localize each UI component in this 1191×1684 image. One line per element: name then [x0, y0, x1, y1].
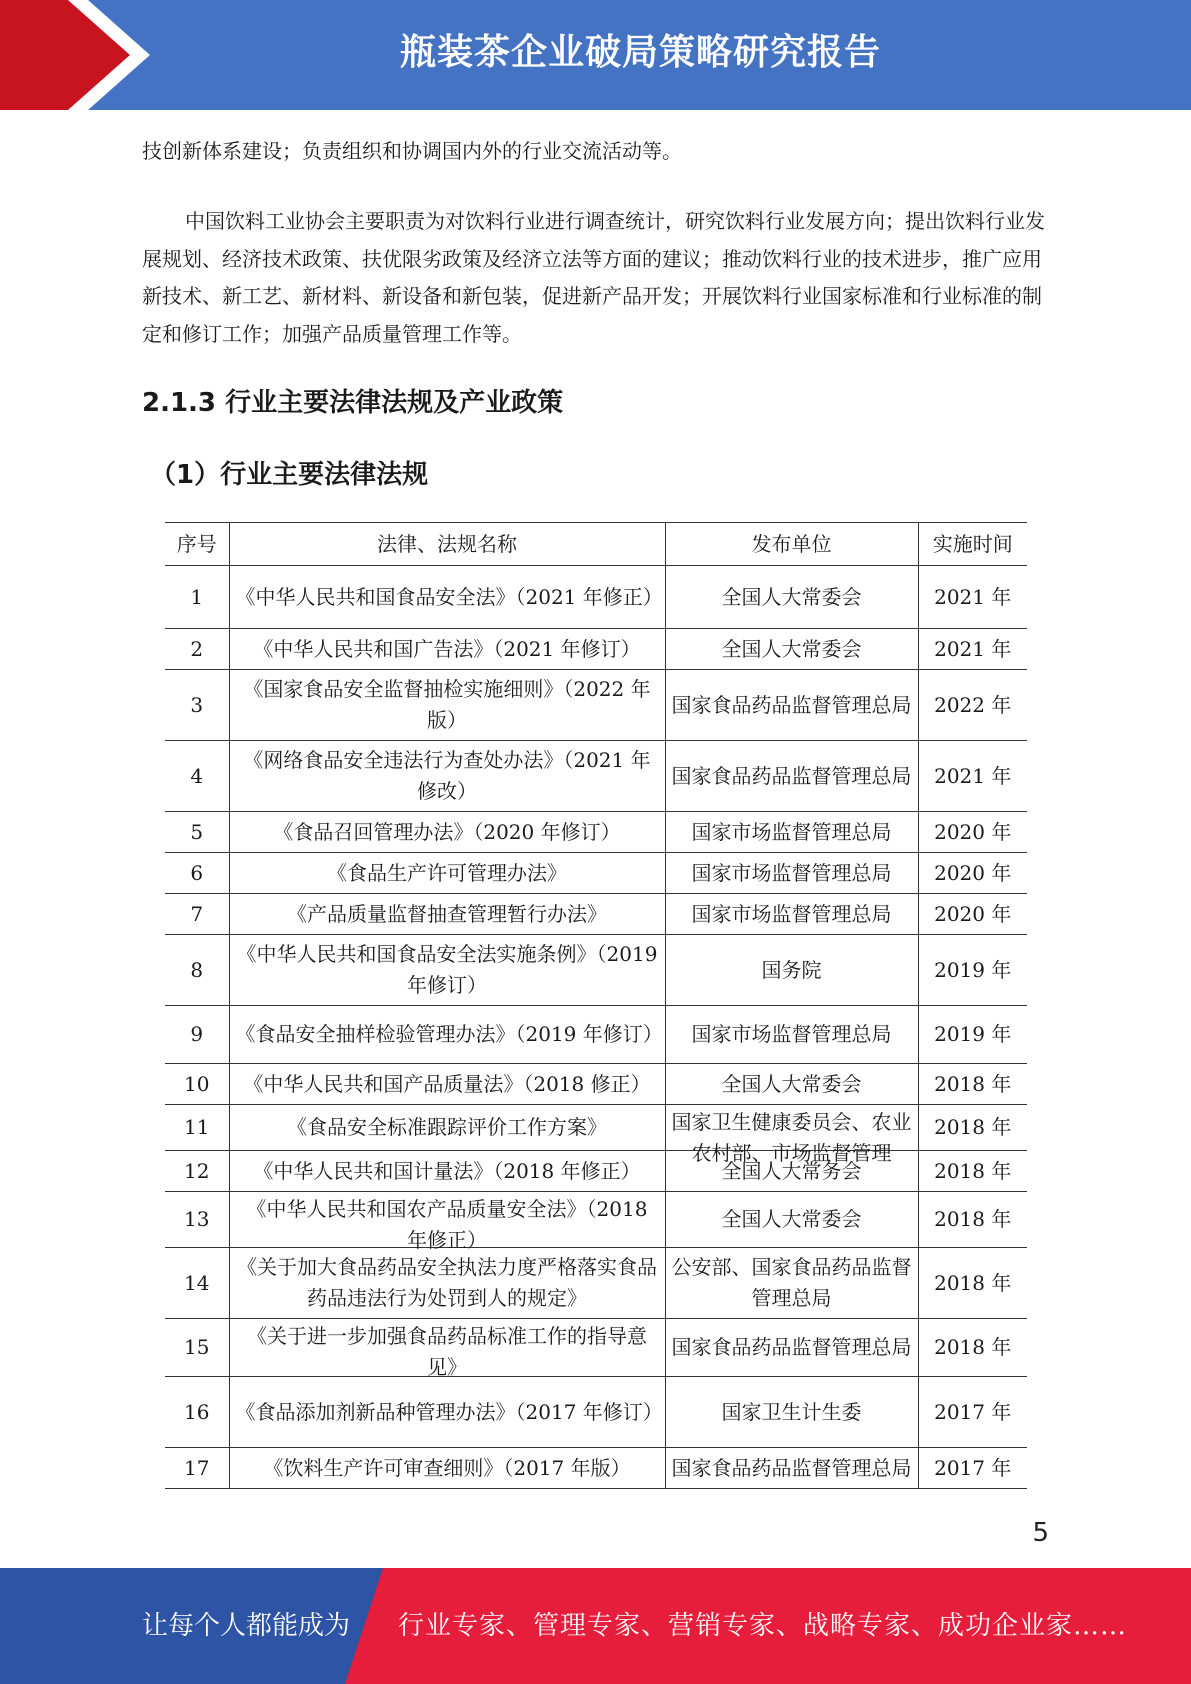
row-law-name-text: 《食品召回管理办法》（2020 年修订）	[273, 819, 621, 844]
row-effective-date-text: 2018 年	[934, 1335, 1012, 1359]
row-issuer	[665, 566, 918, 629]
row-law-name	[229, 629, 665, 670]
row-law-name	[229, 1151, 665, 1192]
row-effective-date	[918, 1192, 1027, 1248]
row-effective-date	[918, 1151, 1027, 1192]
row-index-text: 1	[190, 584, 204, 609]
column-header-index: 序号	[165, 523, 229, 566]
section-heading: 2.1.3 行业主要法律法规及产业政策	[142, 388, 564, 418]
row-index	[165, 1377, 229, 1448]
row-effective-date	[918, 1105, 1027, 1151]
row-law-name-text: 《食品安全抽样检验管理办法》（2019 年修订）	[235, 1022, 663, 1046]
row-issuer-text: 全国人大常务会	[721, 1158, 862, 1183]
row-index-text: 16	[184, 1399, 210, 1424]
row-law-name-text: 《中华人民共和国广告法》（2021 年修订）	[253, 636, 641, 661]
row-index	[165, 1319, 229, 1377]
subsection-heading: （1）行业主要法律法规	[150, 460, 429, 490]
report-title: 瓶装茶企业破局策略研究报告	[399, 32, 881, 73]
table-row	[165, 1448, 1027, 1489]
paragraph-association-duties: 中国饮料工业协会主要职责为对饮料行业进行调查统计，研究饮料行业发展方向；提出饮料行业发展规划、经济技术政策、扶优限劣政策及经济立法等方面的建议；推动饮料行业的技术进步，推广应用新技术、新工艺、新材料、新设备和新包装，促进新产品开发；开展饮料行业国家标准和行业标准的制定和修订工作；加强产品质量管理工作等。	[142, 209, 1045, 346]
row-law-name-text: 《中华人民共和国食品安全法》（2021 年修正）	[235, 584, 663, 609]
table-row	[165, 1006, 1027, 1064]
row-issuer	[665, 1248, 918, 1319]
row-law-name	[229, 670, 665, 741]
row-law-name-text: 《关于加大食品药品安全执法力度严格落实食品药品违法行为处罚到人的规定》	[237, 1255, 657, 1310]
footer-slogan-left: 让每个人都能成为	[142, 1611, 351, 1641]
row-issuer-text: 国家市场监督管理总局	[691, 860, 892, 885]
table-row	[165, 741, 1027, 812]
row-issuer	[665, 853, 918, 894]
table-row	[165, 1105, 1027, 1151]
row-law-name	[229, 741, 665, 812]
row-issuer-text: 国务院	[761, 957, 822, 982]
row-law-name	[229, 894, 665, 935]
footer-slogan-right: 行业专家、管理专家、营销专家、战略专家、成功企业家……	[398, 1611, 1128, 1641]
row-effective-date-text: 2018 年	[934, 1270, 1012, 1295]
row-effective-date	[918, 1248, 1027, 1319]
row-issuer-text: 国家食品药品监督管理总局	[671, 1455, 912, 1480]
row-effective-date-text: 2022 年	[934, 692, 1012, 717]
row-law-name-text: 《中华人民共和国农产品质量安全法》（2018 年修正）	[246, 1196, 648, 1252]
row-law-name	[229, 853, 665, 894]
row-index	[165, 1151, 229, 1192]
row-effective-date-text: 2018 年	[934, 1115, 1012, 1139]
row-issuer-text: 国家市场监督管理总局	[691, 819, 892, 844]
row-law-name	[229, 1192, 665, 1252]
row-index-text: 11	[184, 1115, 210, 1139]
row-law-name	[229, 1319, 665, 1377]
row-issuer-text: 国家食品药品监督管理总局	[671, 1335, 912, 1359]
row-effective-date	[918, 1064, 1027, 1105]
row-index	[165, 812, 229, 853]
row-index-text: 4	[190, 763, 204, 788]
row-index	[165, 894, 229, 935]
column-header-issuer: 发布单位	[665, 523, 918, 566]
row-law-name	[229, 1248, 665, 1319]
row-index-text: 12	[184, 1158, 210, 1183]
table-row	[165, 935, 1027, 1006]
table-header-row	[165, 523, 1027, 566]
row-effective-date	[918, 1448, 1027, 1489]
row-issuer-text: 国家市场监督管理总局	[691, 1022, 892, 1046]
row-index-text: 14	[184, 1270, 210, 1295]
row-effective-date	[918, 1377, 1027, 1448]
row-effective-date-text: 2021 年	[934, 636, 1012, 661]
row-law-name	[229, 1377, 665, 1448]
row-issuer-text: 国家食品药品监督管理总局	[671, 763, 912, 788]
table-row	[165, 1151, 1027, 1192]
row-issuer	[665, 1319, 918, 1377]
row-index	[165, 853, 229, 894]
row-issuer	[665, 1192, 918, 1248]
regulations-table-container	[165, 522, 1027, 1486]
row-index-text: 15	[184, 1335, 210, 1359]
row-issuer-text: 国家卫生计生委	[721, 1399, 862, 1424]
row-index-text: 6	[190, 860, 204, 885]
row-index	[165, 670, 229, 741]
row-effective-date-text: 2019 年	[934, 1022, 1012, 1046]
row-index-text: 17	[184, 1455, 210, 1480]
row-index-text: 8	[190, 957, 204, 982]
row-law-name-text: 《中华人民共和国计量法》（2018 年修正）	[253, 1158, 641, 1183]
row-law-name	[229, 1006, 665, 1064]
row-index-text: 3	[190, 692, 204, 717]
row-index	[165, 1105, 229, 1151]
row-issuer-text: 国家卫生健康委员会、农业农村部、市场监督管理	[671, 1109, 912, 1165]
row-effective-date	[918, 894, 1027, 935]
table-row	[165, 1064, 1027, 1105]
row-index-text: 5	[190, 819, 204, 844]
row-law-name-text: 《中华人民共和国产品质量法》（2018 修正）	[243, 1071, 651, 1096]
row-issuer	[665, 1377, 918, 1448]
row-effective-date-text: 2017 年	[934, 1399, 1012, 1424]
row-law-name-text: 《饮料生产许可审查细则》（2017 年版）	[263, 1455, 631, 1480]
page-number: 5	[1032, 1518, 1049, 1548]
row-issuer	[665, 629, 918, 670]
row-effective-date-text: 2018 年	[934, 1071, 1012, 1096]
table-row	[165, 629, 1027, 670]
row-issuer	[665, 812, 918, 853]
table-row	[165, 1248, 1027, 1319]
row-index	[165, 1448, 229, 1489]
row-issuer	[665, 935, 918, 1006]
table-row	[165, 1377, 1027, 1448]
row-issuer-text: 国家市场监督管理总局	[691, 901, 892, 926]
row-effective-date-text: 2018 年	[934, 1158, 1012, 1183]
row-effective-date	[918, 812, 1027, 853]
row-effective-date	[918, 629, 1027, 670]
page-footer	[0, 1568, 1191, 1684]
row-law-name	[229, 1448, 665, 1489]
table-row	[165, 1319, 1027, 1377]
table-row	[165, 566, 1027, 629]
row-effective-date	[918, 1006, 1027, 1064]
row-law-name	[229, 566, 665, 629]
table-row	[165, 1192, 1027, 1248]
row-law-name-text: 《食品添加剂新品种管理办法》（2017 年修订）	[235, 1399, 663, 1424]
table-body	[165, 566, 1027, 1489]
row-issuer-text: 国家食品药品监督管理总局	[671, 692, 912, 717]
row-law-name	[229, 812, 665, 853]
row-law-name	[229, 935, 665, 1006]
row-effective-date-text: 2020 年	[934, 860, 1012, 885]
row-law-name-text: 《国家食品安全监督抽检实施细则》（2022 年版）	[243, 677, 651, 732]
row-index	[165, 1192, 229, 1248]
row-index	[165, 566, 229, 629]
row-law-name-text: 《食品生产许可管理办法》	[327, 860, 567, 885]
row-issuer-text: 全国人大常委会	[721, 636, 862, 661]
page-header	[0, 0, 1191, 110]
table-row	[165, 853, 1027, 894]
row-law-name	[229, 1064, 665, 1105]
row-issuer	[665, 670, 918, 741]
row-effective-date-text: 2021 年	[934, 584, 1012, 609]
row-issuer-text: 公安部、国家食品药品监督管理总局	[671, 1255, 912, 1310]
row-effective-date	[918, 741, 1027, 812]
row-index-text: 9	[190, 1022, 204, 1046]
row-effective-date-text: 2017 年	[934, 1455, 1012, 1480]
row-index-text: 13	[184, 1207, 210, 1231]
row-law-name-text: 《关于进一步加强食品药品标准工作的指导意见》	[247, 1323, 647, 1379]
row-index	[165, 1006, 229, 1064]
row-effective-date-text: 2019 年	[934, 957, 1012, 982]
paragraph-continuation: 技创新体系建设；负责组织和协调国内外的行业交流活动等。	[142, 139, 682, 163]
row-issuer	[665, 741, 918, 812]
table-row	[165, 670, 1027, 741]
row-issuer-text: 全国人大常委会	[721, 1071, 862, 1096]
table-row	[165, 812, 1027, 853]
column-header-name: 法律、法规名称	[229, 523, 665, 566]
row-issuer	[665, 894, 918, 935]
row-index-text: 10	[184, 1071, 210, 1096]
row-law-name-text: 《食品安全标准跟踪评价工作方案》	[287, 1115, 607, 1139]
row-issuer	[665, 1006, 918, 1064]
row-effective-date	[918, 670, 1027, 741]
row-index	[165, 1248, 229, 1319]
row-effective-date-text: 2020 年	[934, 819, 1012, 844]
column-header-date: 实施时间	[918, 523, 1027, 566]
row-index	[165, 1064, 229, 1105]
regulations-table	[165, 522, 1027, 1489]
row-effective-date	[918, 566, 1027, 629]
table-row	[165, 894, 1027, 935]
row-issuer-text: 全国人大常委会	[721, 584, 862, 609]
row-index-text: 2	[190, 636, 204, 661]
row-issuer	[665, 1064, 918, 1105]
row-law-name-text: 《产品质量监督抽查管理暂行办法》	[287, 901, 607, 926]
row-law-name-text: 《中华人民共和国食品安全法实施条例》（2019 年修订）	[236, 942, 658, 997]
row-index	[165, 935, 229, 1006]
row-index	[165, 741, 229, 812]
row-index-text: 7	[190, 901, 204, 926]
row-issuer-text: 全国人大常委会	[721, 1207, 862, 1231]
row-effective-date	[918, 1319, 1027, 1377]
row-effective-date	[918, 935, 1027, 1006]
row-effective-date-text: 2020 年	[934, 901, 1012, 926]
row-law-name	[229, 1105, 665, 1151]
row-effective-date-text: 2021 年	[934, 763, 1012, 788]
row-issuer	[665, 1105, 918, 1165]
row-effective-date	[918, 853, 1027, 894]
row-effective-date-text: 2018 年	[934, 1207, 1012, 1231]
row-index	[165, 629, 229, 670]
row-issuer	[665, 1448, 918, 1489]
row-law-name-text: 《网络食品安全违法行为查处办法》（2021 年修改）	[243, 748, 651, 803]
